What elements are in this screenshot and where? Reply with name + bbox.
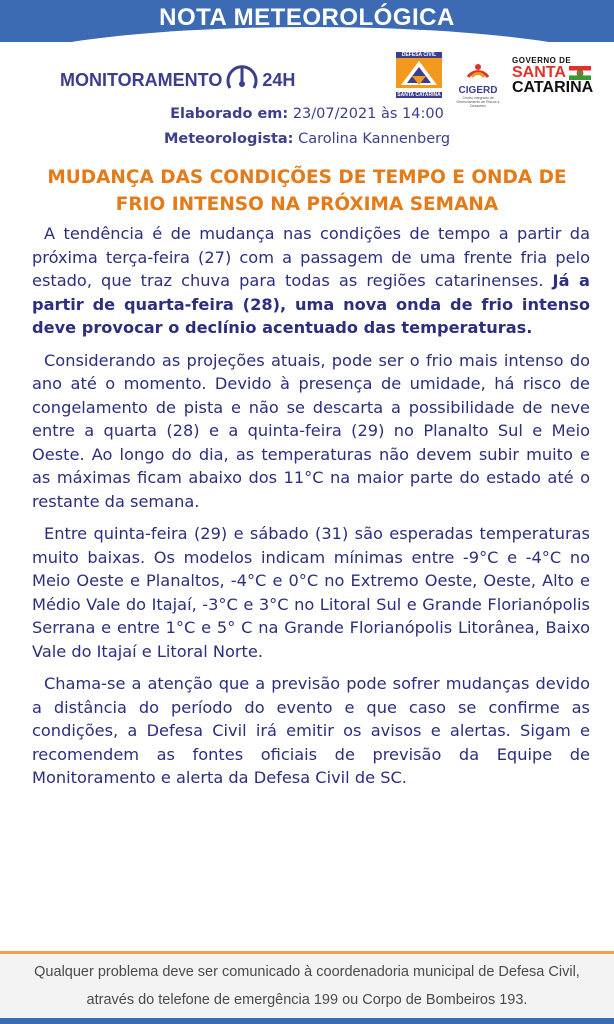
monitoring-logo-text: MONITORAMENTO: [60, 69, 223, 90]
footer-line-2: através do telefone de emergência 199 ou Corpo de Bombeiros 193.: [86, 992, 528, 1008]
headline: MUDANÇA DAS CONDIÇÕES DE TEMPO E ONDA DE FRIO INTENSO NA PRÓXIMA SEMANA: [47, 167, 567, 215]
header-bar: [0, 0, 614, 42]
body-text: [32, 222, 590, 790]
defesa-civil-bottom: SANTA CATARINA: [397, 92, 441, 98]
meteorologista-row: [0, 127, 614, 152]
paragraph-1: [32, 222, 590, 340]
elaborado-label: Elaborado em:: [170, 106, 289, 122]
cigerd-logo: [455, 55, 501, 108]
defesa-civil-top: DEFESA CIVIL: [396, 52, 442, 58]
page-title: NOTA METEOROLÓGICA: [159, 4, 455, 31]
footer: [0, 954, 614, 1020]
paragraph-2: Considerando as projeções atuais, pode ser o frio mais intenso do ano até o momento. Devido à presença de umidade, há risco de congelamento de pista e não se descarta a possibilidade de neve entre a quarta (28) e a quinta-feira (29) no Planalto Sul e Meio Oeste. Ao longo do dia, as temperaturas não devem subir muito e as máximas ficam abaixo dos 11°C na maior parte do estado até o restante da semana.: [32, 350, 590, 511]
monitoring-logo: [60, 62, 295, 98]
paragraph-1-text: A tendência é de mudança nas condições de tempo a partir da próxima terça-feira (27) com a passagem de uma frente fria pelo estado, que traz chuva para todas as regiões catarinenses.: [32, 224, 590, 290]
bottom-bar: [0, 1018, 614, 1024]
meteorologista-value: Carolina Kannenberg: [298, 131, 451, 147]
gauge-icon: [224, 62, 260, 98]
governo-sc-logo: [512, 56, 606, 95]
monitoring-logo-24h: 24H: [262, 69, 296, 90]
governo-line1: GOVERNO DE: [512, 56, 572, 65]
paragraph-4: Chama-se a atenção que a previsão pode sofrer mudanças devido a distância do período do evento e que caso se confirme as condições, a Defesa Civil irá emitir os avisos e alertas. Sigam e recomendem as fontes oficiais de previsão da Equipe de Monitoramento e alerta da Defesa Civil de SC.: [32, 674, 590, 787]
defesa-civil-logo: [396, 52, 442, 98]
paragraph-1-bold: Já a partir de quarta-feira (28), uma nova onda de frio intenso deve provocar o declínio acentuado das temperaturas.: [32, 271, 590, 337]
flag-icon: [569, 66, 591, 80]
signal-icon: [460, 55, 496, 81]
cigerd-label: CIGERD: [458, 85, 498, 96]
footer-line-1: Qualquer problema deve ser comunicado à coordenadoria municipal de Defesa Civil,: [34, 964, 580, 980]
governo-line2: SANTA: [512, 64, 566, 81]
cigerd-sub: Centro Integrado de Gerenciamento de Riscos e Desastres: [456, 96, 500, 108]
elaborado-value: 23/07/2021 às 14:00: [292, 106, 444, 122]
governo-line3: CATARINA: [512, 79, 594, 96]
meteorologista-label: Meteorologista:: [163, 131, 294, 147]
defesa-civil-emblem-icon: [396, 58, 442, 88]
paragraph-3: Entre quinta-feira (29) e sábado (31) são esperadas temperaturas muito baixas. Os modelos indicam mínimas entre -9°C e -4°C no Meio Oeste e Planaltos, -4°C e 0°C no Extremo Oeste, Oeste, Alto e Médio Vale do Itajaí, -3°C e 3°C no Litoral Sul e Grande Florianópolis Serrana e entre 1°C e 5° C na Grande Florianópolis Litorânea, Baixo Vale do Itajaí e Litoral Norte.: [32, 524, 590, 661]
